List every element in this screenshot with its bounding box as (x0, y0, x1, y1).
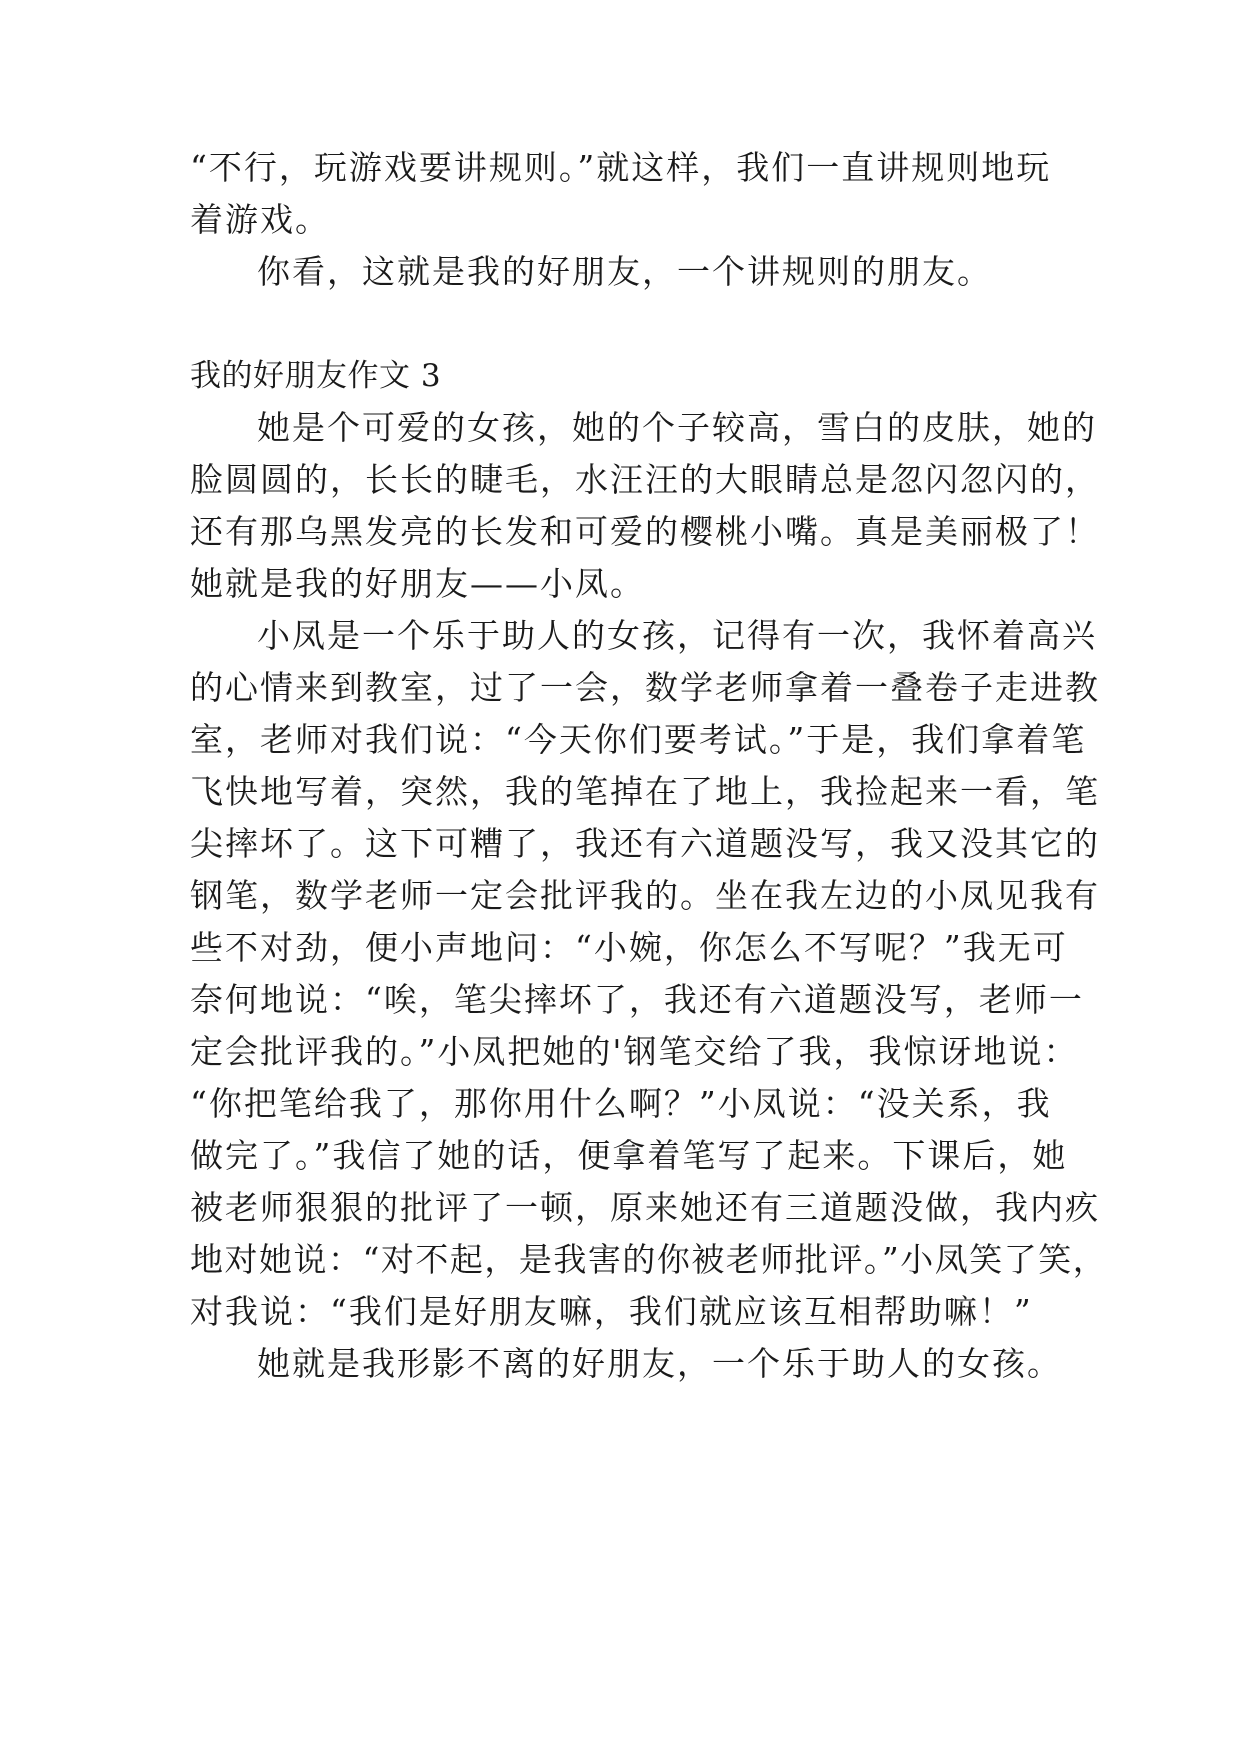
text-line: 定会批评我的。”小凤把她的'钢笔交给了我，我惊讶地说： (190, 1032, 1079, 1071)
text-line: 对我说：“我们是好朋友嘛，我们就应该互相帮助嘛！” (190, 1292, 1033, 1331)
text-line: 钢笔，数学老师一定会批评我的。坐在我左边的小凤见我有 (190, 876, 1100, 915)
text-line: 些不对劲，便小声地问：“小婉，你怎么不写呢？”我无可 (190, 928, 1068, 967)
text-line: 还有那乌黑发亮的长发和可爱的樱桃小嘴。真是美丽极了！ (190, 512, 1100, 551)
text-line: 你看，这就是我的好朋友，一个讲规则的朋友。 (257, 252, 992, 291)
text-line: 室，老师对我们说：“今天你们要考试。”于是，我们拿着笔 (190, 720, 1087, 759)
text-line: 脸圆圆的，长长的睫毛，水汪汪的大眼睛总是忽闪忽闪的， (190, 460, 1100, 499)
text-line: “你把笔给我了，那你用什么啊？”小凤说：“没关系，我 (190, 1084, 1052, 1123)
text-line: 她就是我的好朋友——小凤。 (190, 564, 645, 603)
text-line: 做完了。”我信了她的话，便拿着笔写了起来。下课后，她 (190, 1136, 1068, 1175)
text-line: 她是个可爱的女孩，她的个子较高，雪白的皮肤，她的 (257, 408, 1097, 447)
text-line: 着游戏。 (190, 200, 330, 239)
text-line: 奈何地说：“唉，笔尖摔坏了，我还有六道题没写，老师一 (190, 980, 1084, 1019)
text-line: “不行，玩游戏要讲规则。”就这样，我们一直讲规则地玩 (190, 148, 1052, 187)
text-line: 被老师狠狠的批评了一顿，原来她还有三道题没做，我内疚 (190, 1188, 1100, 1227)
text-line: 小凤是一个乐于助人的女孩，记得有一次，我怀着高兴 (257, 616, 1097, 655)
text-line: 飞快地写着，突然，我的笔掉在了地上，我捡起来一看，笔 (190, 772, 1100, 811)
text-line: 的心情来到教室，过了一会，数学老师拿着一叠卷子走进教 (190, 668, 1100, 707)
text-line: 尖摔坏了。这下可糟了，我还有六道题没写，我又没其它的 (190, 824, 1100, 863)
text-line: 她就是我形影不离的好朋友，一个乐于助人的女孩。 (257, 1344, 1062, 1383)
text-line: 地对她说：“对不起，是我害的你被老师批评。”小凤笑了笑， (190, 1240, 1108, 1279)
section-heading: 我的好朋友作文 3 (190, 358, 442, 394)
